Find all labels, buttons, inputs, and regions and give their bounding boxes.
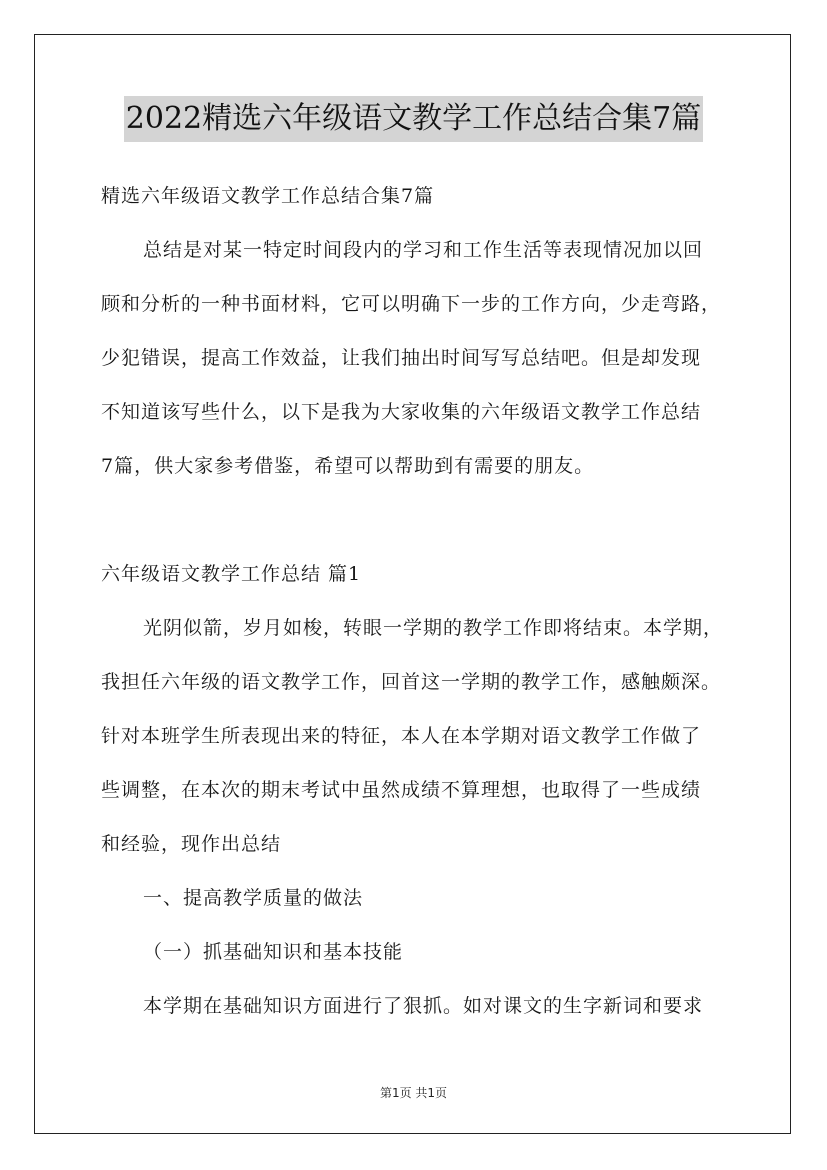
subheading-quality: 一、提高教学质量的做法 <box>143 887 364 909</box>
intro-line-4: 不知道该写些什么，以下是我为大家收集的六年级语文教学工作总结 <box>101 401 702 423</box>
intro-line-3: 少犯错误，提高工作效益，让我们抽出时间写写总结吧。但是却发现 <box>101 347 702 369</box>
intro-line-5: 7篇，供大家参考借鉴，希望可以帮助到有需要的朋友。 <box>101 455 595 477</box>
intro-line-2: 顾和分析的一种书面材料，它可以明确下一步的工作方向，少走弯路， <box>101 293 722 315</box>
page-number: 第1页 共1页 <box>379 1086 448 1100</box>
document-title: 2022精选六年级语文教学工作总结合集7篇 <box>124 96 703 142</box>
subheading-basics: （一）抓基础知识和基本技能 <box>143 941 404 963</box>
section-line-2: 我担任六年级的语文教学工作，回首这一学期的教学工作，感触颇深。 <box>101 671 722 693</box>
section-line-1: 光阴似箭，岁月如梭，转眼一学期的教学工作即将结束。本学期， <box>143 617 724 639</box>
section-line-5: 和经验，现作出总结 <box>101 833 282 855</box>
intro-line-1: 总结是对某一特定时间段内的学习和工作生活等表现情况加以回 <box>143 239 704 261</box>
section-line-3: 针对本班学生所表现出来的特征，本人在本学期对语文教学工作做了 <box>101 725 702 747</box>
section-heading: 六年级语文教学工作总结 篇1 <box>101 563 362 585</box>
document-subtitle: 精选六年级语文教学工作总结合集7篇 <box>101 185 435 207</box>
body-last-line: 本学期在基础知识方面进行了狠抓。如对课文的生字新词和要求 <box>143 995 704 1017</box>
section-line-4: 些调整，在本次的期末考试中虽然成绩不算理想，也取得了一些成绩 <box>101 779 702 801</box>
title-container <box>0 96 827 142</box>
